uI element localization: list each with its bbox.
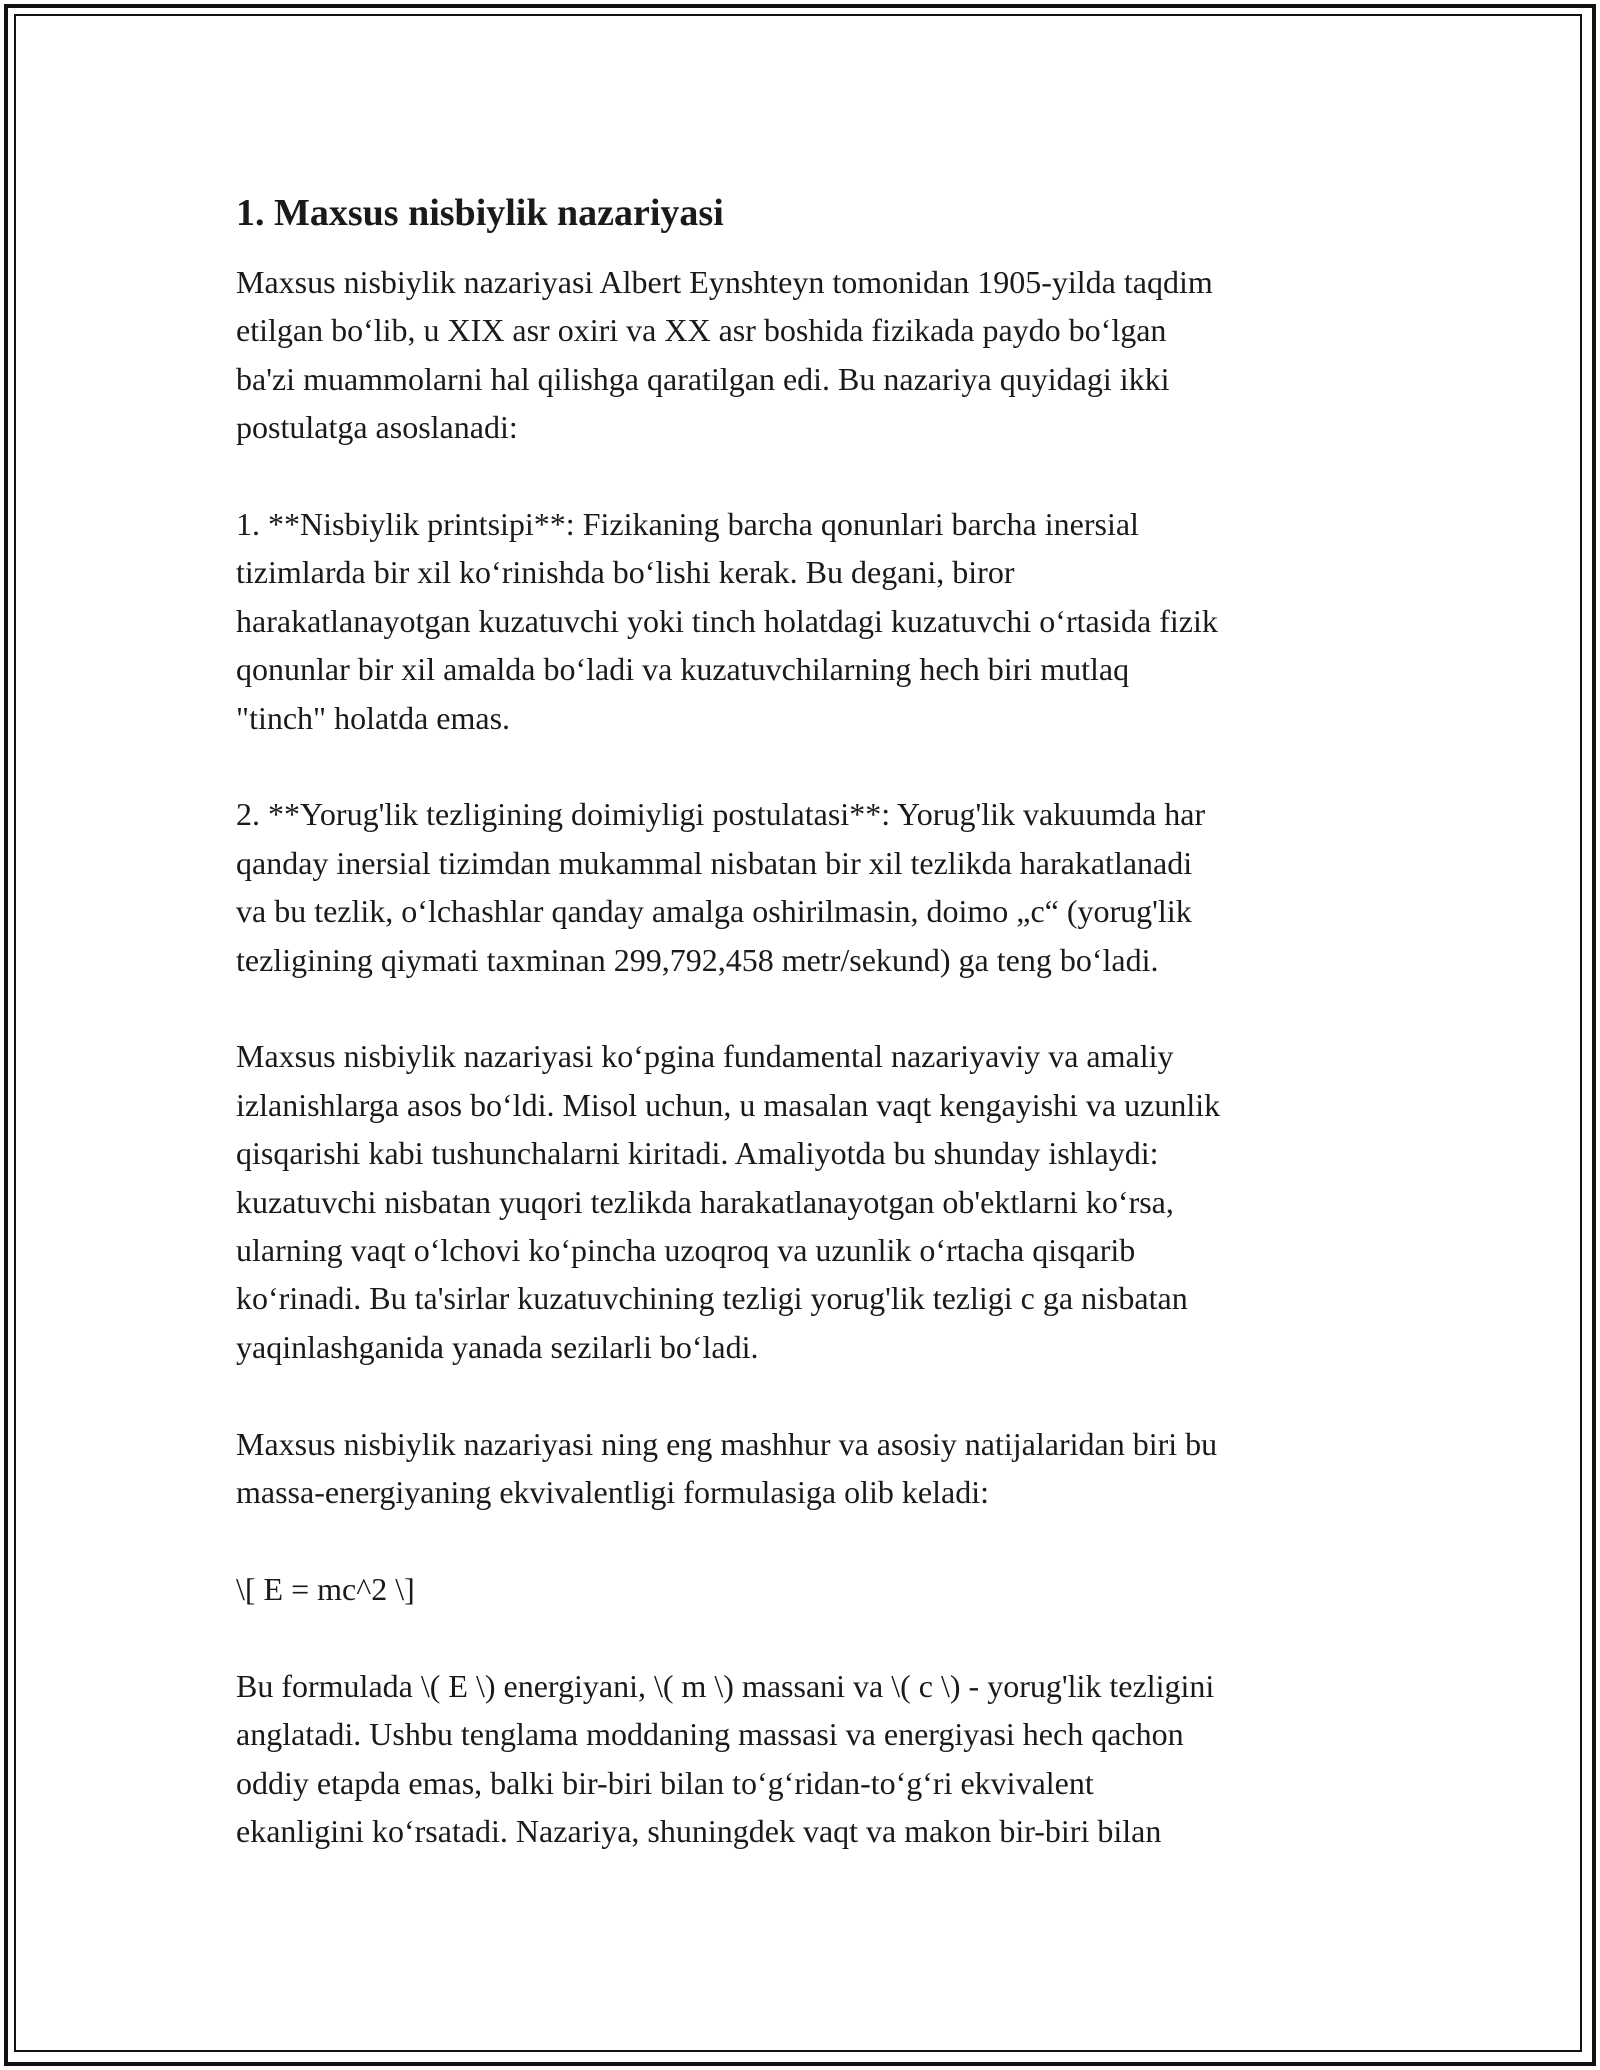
equivalence-paragraph	[236, 1420, 1386, 1517]
formula-line: \[ E = mc^2 \]	[236, 1570, 415, 1607]
text-line: qisqarishi kabi tushunchalarni kiritadi. Amaliyotda bu shunday ishlaydi:	[236, 1135, 1159, 1172]
text-line: ekanligini ko‘rsatadi. Nazariya, shuningdek vaqt va makon bir-biri bilan	[236, 1812, 1162, 1849]
text-line: Maxsus nisbiylik nazariyasi ko‘pgina fundamental nazariyaviy va amaliy	[236, 1038, 1174, 1075]
text-line: kuzatuvchi nisbatan yuqori tezlikda harakatlanayotgan ob'ektlarni ko‘rsa,	[236, 1183, 1174, 1220]
text-line: 1. **Nisbiylik printsipi**: Fizikaning barcha qonunlari barcha inersial	[236, 506, 1139, 543]
postulate-2-paragraph	[236, 790, 1386, 984]
text-line: Maxsus nisbiylik nazariyasi Albert Eynshteyn tomonidan 1905-yilda taqdim	[236, 264, 1213, 300]
text-line: tizimlarda bir xil ko‘rinishda bo‘lishi kerak. Bu degani, biror	[236, 554, 1015, 591]
text-line: Maxsus nisbiylik nazariyasi ning eng mashhur va asosiy natijalaridan biri bu	[236, 1425, 1218, 1462]
formula-paragraph	[236, 1565, 1386, 1613]
section-title: 1. Maxsus nisbiylik nazariyasi	[236, 192, 724, 234]
text-line: oddiy etapda emas, balki bir-biri bilan to‘g‘ridan-to‘g‘ri ekvivalent	[236, 1764, 1094, 1801]
text-line: anglatadi. Ushbu tenglama moddaning massasi va energiyasi hech qachon	[236, 1716, 1184, 1753]
text-line: massa-energiyaning ekvivalentligi formulasiga olib keladi:	[236, 1474, 989, 1511]
text-line: tezligining qiymati taxminan 299,792,458 metr/sekund) ga teng bo‘ladi.	[236, 941, 1159, 978]
text-line: Bu formulada \( E \) energiyani, \( m \) massani va \( c \) - yorug'lik tezligini	[236, 1667, 1215, 1704]
text-line: etilgan bo‘lib, u XIX asr oxiri va XX asr boshida fizikada paydo bo‘lgan	[236, 312, 1167, 349]
text-line: harakatlanayotgan kuzatuvchi yoki tinch holatdagi kuzatuvchi o‘rtasida fizik	[236, 602, 1218, 639]
intro-paragraph	[236, 258, 1386, 452]
text-line: qonunlar bir xil amalda bo‘ladi va kuzatuvchilarning hech biri mutlaq	[236, 651, 1130, 688]
text-line: izlanishlarga asos bo‘ldi. Misol uchun, u masalan vaqt kengayishi va uzunlik	[236, 1086, 1221, 1123]
text-line: 2. **Yorug'lik tezligining doimiyligi postulatasi**: Yorug'lik vakuumda har	[236, 796, 1206, 833]
text-line: ko‘rinadi. Bu ta'sirlar kuzatuvchining tezligi yorug'lik tezligi c ga nisbatan	[236, 1280, 1188, 1317]
postulate-1-paragraph	[236, 500, 1386, 742]
text-line: qanday inersial tizimdan mukammal nisbatan bir xil tezlikda harakatlanadi	[236, 844, 1193, 881]
text-line: ularning vaqt o‘lchovi ko‘pincha uzoqroq va uzunlik o‘rtacha qisqarib	[236, 1232, 1136, 1269]
text-line: yaqinlashganida yanada sezilarli bo‘ladi.	[236, 1328, 759, 1365]
text-line: ba'zi muammolarni hal qilishga qaratilgan edi. Bu nazariya quyidagi ikki	[236, 360, 1170, 397]
document-page	[236, 186, 1386, 1904]
text-line: va bu tezlik, o‘lchashlar qanday amalga oshirilmasin, doimo „c“ (yorug'lik	[236, 893, 1192, 930]
effects-paragraph	[236, 1032, 1386, 1371]
text-line: postulatga asoslanadi:	[236, 409, 518, 446]
text-line: "tinch" holatda emas.	[236, 699, 511, 736]
formula-explanation-paragraph	[236, 1662, 1386, 1856]
